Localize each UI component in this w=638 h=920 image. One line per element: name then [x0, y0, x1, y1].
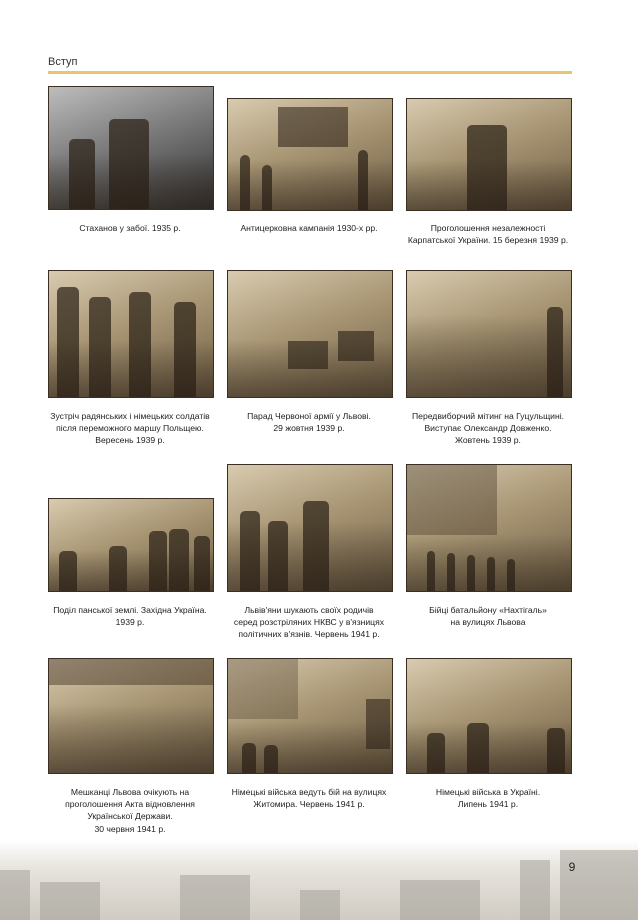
caption-12: Німецькі війська в Україні. Липень 1941 р.: [435, 787, 541, 810]
caption-9: Бійці батальйону «Нахтігаль» на вулицях Львова: [429, 605, 547, 628]
photo-election-rally: [406, 270, 572, 398]
caption-1: Стаханов у забої. 1935 р.: [79, 223, 181, 233]
caption-6: Передвиборчий мітинг на Гуцульщині. Виступає Олександр Довженко. Жовтень 1939 р.: [411, 411, 564, 446]
photo-carpathian-ukraine: [406, 98, 572, 211]
caption-2: Антицерковна кампанія 1930-х рр.: [240, 223, 378, 233]
caption-5: Парад Червоної армії у Львові. 29 жовтня 1939 р.: [247, 411, 371, 434]
photo-nachtigall-battalion: [406, 464, 572, 592]
photo-german-troops-ukraine: [406, 658, 572, 774]
footer-cityscape: [0, 840, 638, 920]
caption-11: Німецькі війська ведуть бій на вулицях Житомира. Червень 1941 р.: [231, 787, 387, 810]
caption-4: Зустріч радянських і німецьких солдатів після переможного маршу Польщею. Вересень 1939 р.: [50, 411, 210, 446]
photo-land-division: [48, 498, 214, 592]
photo-anti-church-campaign: [227, 98, 393, 211]
caption-10: Мешканці Львова очікують на проголошення Акта відновлення Української Держави. 30 червня 1941 р.: [65, 787, 195, 834]
photo-nkvd-victims: [227, 464, 393, 592]
photo-soviet-german-meeting: [48, 270, 214, 398]
caption-8: Львів'яни шукають своїх родичів серед розстріляних НКВС у в'язницях політичних в'язнів. Червень 1941 р.: [233, 605, 385, 640]
photo-stakhanov: [48, 86, 214, 210]
photo-red-army-parade: [227, 270, 393, 398]
caption-7: Поділ панської землі. Західна Україна. 1939 р.: [53, 605, 207, 628]
photo-zhytomyr-battle: [227, 658, 393, 774]
photo-lviv-residents: [48, 658, 214, 774]
header-rule: [48, 71, 572, 74]
page-number: 9: [568, 860, 576, 874]
caption-3: Проголошення незалежності Карпатської України. 15 березня 1939 р.: [407, 223, 569, 246]
section-label: Вступ: [48, 56, 78, 68]
